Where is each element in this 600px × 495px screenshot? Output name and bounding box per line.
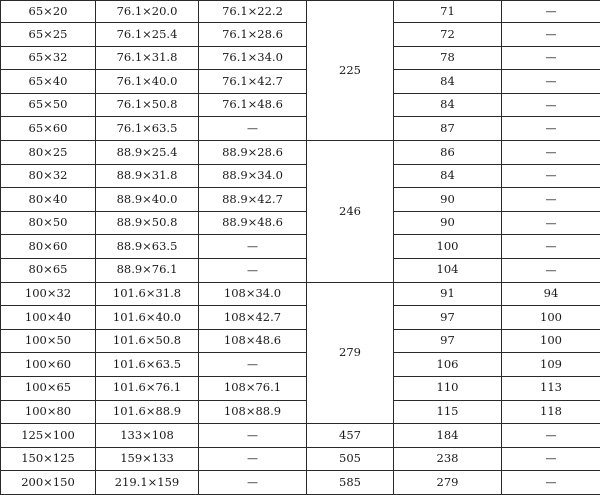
table-row: [1, 140, 600, 164]
table-row: [1, 376, 600, 400]
alt-value-cell: —: [502, 424, 600, 448]
nominal-size-cell: 65×50: [1, 93, 96, 117]
dimension-table-body: [1, 1, 600, 495]
outer-diameter-cell: 159×133: [96, 447, 199, 471]
nominal-size-cell: 65×40: [1, 70, 96, 94]
outer-diameter-cell: 76.1×25.4: [96, 23, 199, 47]
outer-diameter-cell: 76.1×40.0: [96, 70, 199, 94]
alt-value-cell: —: [502, 235, 600, 259]
table-row: [1, 117, 600, 141]
outer-diameter-cell: 101.6×31.8: [96, 282, 199, 306]
alt-value-cell: —: [502, 164, 600, 188]
length-cell: 246: [307, 140, 394, 282]
nominal-size-cell: 65×25: [1, 23, 96, 47]
alt-value-cell: —: [502, 188, 600, 212]
table-row: [1, 306, 600, 330]
alt-value-cell: —: [502, 70, 600, 94]
table-row: [1, 1, 600, 23]
outer-diameter-cell: 219.1×159: [96, 471, 199, 495]
length-cell: 457: [307, 424, 394, 448]
value-cell: 100: [394, 235, 502, 259]
alt-value-cell: —: [502, 1, 600, 23]
outer-diameter-cell: 101.6×63.5: [96, 353, 199, 377]
alt-value-cell: —: [502, 140, 600, 164]
nominal-size-cell: 65×60: [1, 117, 96, 141]
value-cell: 279: [394, 471, 502, 495]
value-cell: 106: [394, 353, 502, 377]
alt-diameter-cell: 108×42.7: [199, 306, 307, 330]
alt-diameter-cell: —: [199, 471, 307, 495]
value-cell: 238: [394, 447, 502, 471]
nominal-size-cell: 65×32: [1, 46, 96, 70]
nominal-size-cell: 80×25: [1, 140, 96, 164]
nominal-size-cell: 150×125: [1, 447, 96, 471]
alt-value-cell: 113: [502, 376, 600, 400]
outer-diameter-cell: 133×108: [96, 424, 199, 448]
value-cell: 97: [394, 306, 502, 330]
outer-diameter-cell: 88.9×31.8: [96, 164, 199, 188]
alt-diameter-cell: —: [199, 235, 307, 259]
table-row: [1, 70, 600, 94]
nominal-size-cell: 80×32: [1, 164, 96, 188]
table-row: [1, 282, 600, 306]
value-cell: 110: [394, 376, 502, 400]
outer-diameter-cell: 101.6×50.8: [96, 329, 199, 353]
nominal-size-cell: 100×32: [1, 282, 96, 306]
value-cell: 115: [394, 400, 502, 424]
outer-diameter-cell: 76.1×31.8: [96, 46, 199, 70]
alt-diameter-cell: 76.1×28.6: [199, 23, 307, 47]
table-row: [1, 258, 600, 282]
alt-diameter-cell: —: [199, 353, 307, 377]
nominal-size-cell: 100×60: [1, 353, 96, 377]
alt-diameter-cell: —: [199, 447, 307, 471]
nominal-size-cell: 80×40: [1, 188, 96, 212]
alt-diameter-cell: —: [199, 424, 307, 448]
nominal-size-cell: 80×65: [1, 258, 96, 282]
outer-diameter-cell: 88.9×40.0: [96, 188, 199, 212]
alt-value-cell: —: [502, 117, 600, 141]
table-row: [1, 235, 600, 259]
table-row: [1, 23, 600, 47]
alt-diameter-cell: 88.9×48.6: [199, 211, 307, 235]
length-cell: 225: [307, 1, 394, 141]
value-cell: 84: [394, 70, 502, 94]
outer-diameter-cell: 101.6×40.0: [96, 306, 199, 330]
length-cell: 279: [307, 282, 394, 424]
length-cell: 585: [307, 471, 394, 495]
value-cell: 97: [394, 329, 502, 353]
table-row: [1, 447, 600, 471]
alt-value-cell: 94: [502, 282, 600, 306]
nominal-size-cell: 65×20: [1, 1, 96, 23]
length-cell: 505: [307, 447, 394, 471]
value-cell: 71: [394, 1, 502, 23]
outer-diameter-cell: 88.9×63.5: [96, 235, 199, 259]
outer-diameter-cell: 88.9×76.1: [96, 258, 199, 282]
value-cell: 87: [394, 117, 502, 141]
alt-diameter-cell: 88.9×42.7: [199, 188, 307, 212]
table-row: [1, 329, 600, 353]
outer-diameter-cell: 101.6×76.1: [96, 376, 199, 400]
outer-diameter-cell: 76.1×63.5: [96, 117, 199, 141]
value-cell: 90: [394, 188, 502, 212]
alt-diameter-cell: 108×48.6: [199, 329, 307, 353]
value-cell: 184: [394, 424, 502, 448]
outer-diameter-cell: 76.1×50.8: [96, 93, 199, 117]
nominal-size-cell: 100×40: [1, 306, 96, 330]
alt-value-cell: 109: [502, 353, 600, 377]
table-row: [1, 188, 600, 212]
alt-value-cell: —: [502, 258, 600, 282]
outer-diameter-cell: 76.1×20.0: [96, 1, 199, 23]
alt-diameter-cell: 88.9×28.6: [199, 140, 307, 164]
table-row: [1, 471, 600, 495]
alt-diameter-cell: 108×88.9: [199, 400, 307, 424]
nominal-size-cell: 100×80: [1, 400, 96, 424]
alt-diameter-cell: 88.9×34.0: [199, 164, 307, 188]
nominal-size-cell: 100×50: [1, 329, 96, 353]
alt-diameter-cell: —: [199, 117, 307, 141]
outer-diameter-cell: 88.9×50.8: [96, 211, 199, 235]
alt-value-cell: 100: [502, 329, 600, 353]
value-cell: 90: [394, 211, 502, 235]
table-row: [1, 46, 600, 70]
alt-value-cell: —: [502, 23, 600, 47]
alt-diameter-cell: —: [199, 258, 307, 282]
table-row: [1, 164, 600, 188]
value-cell: 78: [394, 46, 502, 70]
alt-value-cell: —: [502, 211, 600, 235]
alt-value-cell: —: [502, 447, 600, 471]
alt-diameter-cell: 76.1×34.0: [199, 46, 307, 70]
value-cell: 91: [394, 282, 502, 306]
alt-diameter-cell: 108×76.1: [199, 376, 307, 400]
nominal-size-cell: 80×50: [1, 211, 96, 235]
alt-value-cell: 100: [502, 306, 600, 330]
outer-diameter-cell: 101.6×88.9: [96, 400, 199, 424]
table-row: [1, 93, 600, 117]
alt-value-cell: —: [502, 46, 600, 70]
nominal-size-cell: 100×65: [1, 376, 96, 400]
outer-diameter-cell: 88.9×25.4: [96, 140, 199, 164]
table-row: [1, 211, 600, 235]
alt-diameter-cell: 76.1×48.6: [199, 93, 307, 117]
table-row: [1, 400, 600, 424]
value-cell: 72: [394, 23, 502, 47]
value-cell: 104: [394, 258, 502, 282]
nominal-size-cell: 125×100: [1, 424, 96, 448]
table-row: [1, 424, 600, 448]
value-cell: 86: [394, 140, 502, 164]
nominal-size-cell: 80×60: [1, 235, 96, 259]
alt-value-cell: 118: [502, 400, 600, 424]
nominal-size-cell: 200×150: [1, 471, 96, 495]
alt-diameter-cell: 108×34.0: [199, 282, 307, 306]
alt-diameter-cell: 76.1×42.7: [199, 70, 307, 94]
alt-value-cell: —: [502, 93, 600, 117]
value-cell: 84: [394, 164, 502, 188]
table-row: [1, 353, 600, 377]
alt-diameter-cell: 76.1×22.2: [199, 1, 307, 23]
value-cell: 84: [394, 93, 502, 117]
alt-value-cell: —: [502, 471, 600, 495]
